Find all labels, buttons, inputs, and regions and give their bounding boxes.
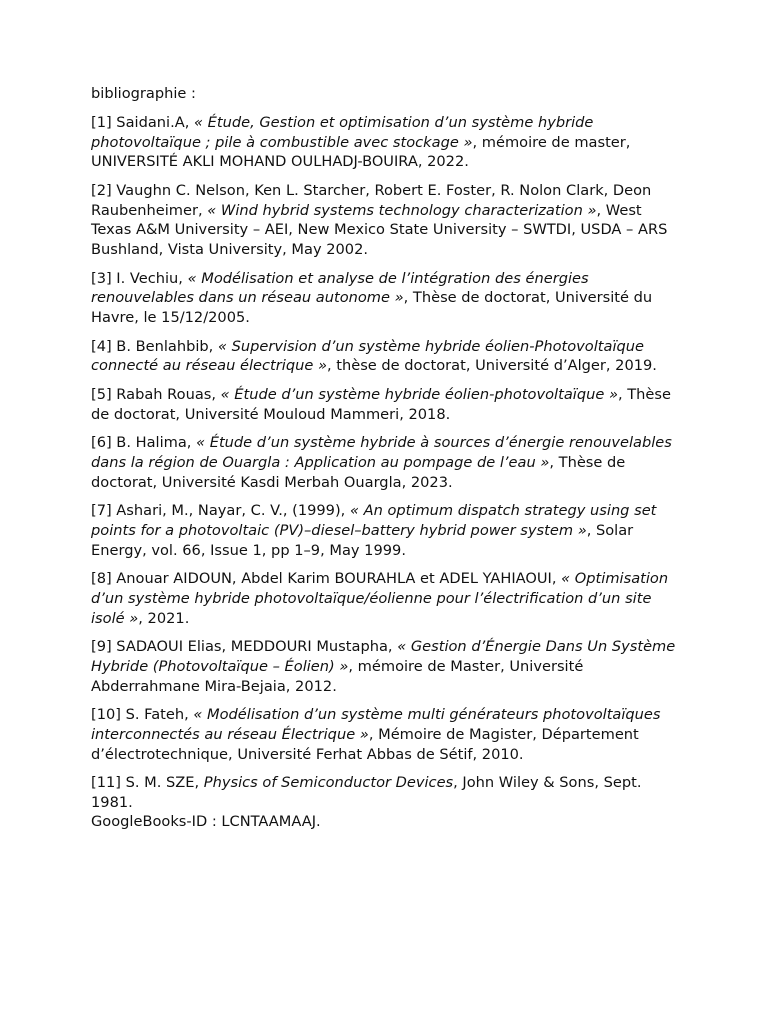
- reference-details: , Thèse de doctorat, Université Mouloud Mammeri, 2018.: [91, 386, 671, 423]
- reference-authors: [4] B. Benlahbib,: [91, 337, 218, 355]
- reference-5: [91, 385, 681, 424]
- reference-authors: [8] Anouar AIDOUN, Abdel Karim BOURAHLA et ADEL YAHIAOUI,: [91, 570, 562, 588]
- reference-1: [91, 113, 681, 172]
- reference-details: , Mémoire de Magister, Département d’électrotechnique, Université Ferhat Abbas de Sétif, 2010.: [91, 725, 639, 763]
- reference-title: « Supervision d’un système hybride éolien-Photovoltaïque connecté au réseau électrique »: [91, 337, 644, 375]
- reference-title: « Gestion d’Énergie Dans Un Système Hybride (Photovoltaïque – Éolien) »: [91, 638, 676, 675]
- reference-authors: [2] Vaughn C. Nelson, Ken L. Starcher, Robert E. Foster, R. Nolon Clark, Deon Raubenheimer,: [91, 182, 652, 219]
- reference-details: , West Texas A&M University – AEI, New Mexico State University – SWTDI, USDA – ARS Bushland, Vista University, May 2002.: [91, 201, 668, 258]
- reference-title: « Optimisation d’un système hybride photovoltaïque/éolienne pour l’électrification d’un site isolé »: [91, 570, 669, 627]
- reference-details: , thèse de doctorat, Université d’Alger, 2019.: [326, 357, 657, 375]
- reference-10: [91, 705, 681, 764]
- reference-7: [91, 501, 681, 560]
- reference-title: « Modélisation et analyse de l’intégration des énergies renouvelables dans un réseau autonome »: [91, 269, 589, 307]
- reference-details: , Thèse de doctorat, Université Kasdi Merbah Ouargla, 2023.: [91, 454, 626, 491]
- reference-9: [91, 637, 681, 696]
- reference-title: « Modélisation d’un système multi générateurs photovoltaïques interconnectés au réseau Électrique »: [91, 706, 661, 743]
- reference-8: [91, 569, 681, 628]
- reference-title: Physics of Semiconductor Devices: [203, 774, 454, 792]
- reference-title: « An optimum dispatch strategy using set points for a photovoltaic (PV)–diesel–battery hybrid power system »: [91, 502, 657, 539]
- reference-title: « Étude d’un système hybride à sources d’énergie renouvelables dans la région de Ouargla : Application au pompage de l’eau »: [91, 434, 672, 472]
- reference-authors: [6] B. Halima,: [91, 434, 197, 452]
- reference-6: [91, 433, 681, 492]
- reference-details: , Thèse de doctorat, Université du Havre, le 15/12/2005.: [91, 289, 653, 326]
- reference-title: « Wind hybrid systems technology characterization »: [207, 201, 597, 219]
- reference-details: , 2021.: [138, 609, 190, 627]
- reference-authors: [1] Saidani.A,: [91, 114, 194, 132]
- reference-details: , mémoire de Master, Université Abderrahmane Mira-Bejaia, 2012.: [91, 657, 584, 695]
- reference-title: « Étude, Gestion et optimisation d’un système hybride photovoltaïque ; pile à combustible avec stockage »: [91, 114, 594, 151]
- reference-details: , mémoire de master, UNIVERSITÉ AKLI MOHAND OULHADJ-BOUIRA, 2022.: [91, 133, 631, 171]
- reference-title: « Étude d’un système hybride éolien-photovoltaïque »: [220, 386, 618, 404]
- reference-11: [91, 773, 681, 832]
- reference-details: , John Wiley & Sons, Sept. 1981.: [91, 774, 642, 811]
- reference-4: [91, 337, 681, 376]
- reference-authors: [10] S. Fateh,: [91, 706, 194, 724]
- reference-authors: [7] Ashari, M., Nayar, C. V., (1999),: [91, 502, 350, 520]
- reference-details: , Solar Energy, vol. 66, Issue 1, pp 1–9, May 1999.: [91, 522, 634, 559]
- reference-authors: [9] SADAOUI Elias, MEDDOURI Mustapha,: [91, 638, 398, 656]
- reference-googlebooks-id: GoogleBooks-ID : LCNTAAMAAJ.: [91, 813, 321, 831]
- reference-authors: [3] I. Vechiu,: [91, 269, 188, 287]
- reference-authors: [5] Rabah Rouas,: [91, 386, 221, 404]
- bibliography-heading: bibliographie :: [91, 85, 196, 102]
- reference-2: [91, 181, 681, 259]
- reference-3: [91, 269, 681, 328]
- reference-authors: [11] S. M. SZE,: [91, 774, 204, 792]
- bibliography-page: [91, 84, 681, 841]
